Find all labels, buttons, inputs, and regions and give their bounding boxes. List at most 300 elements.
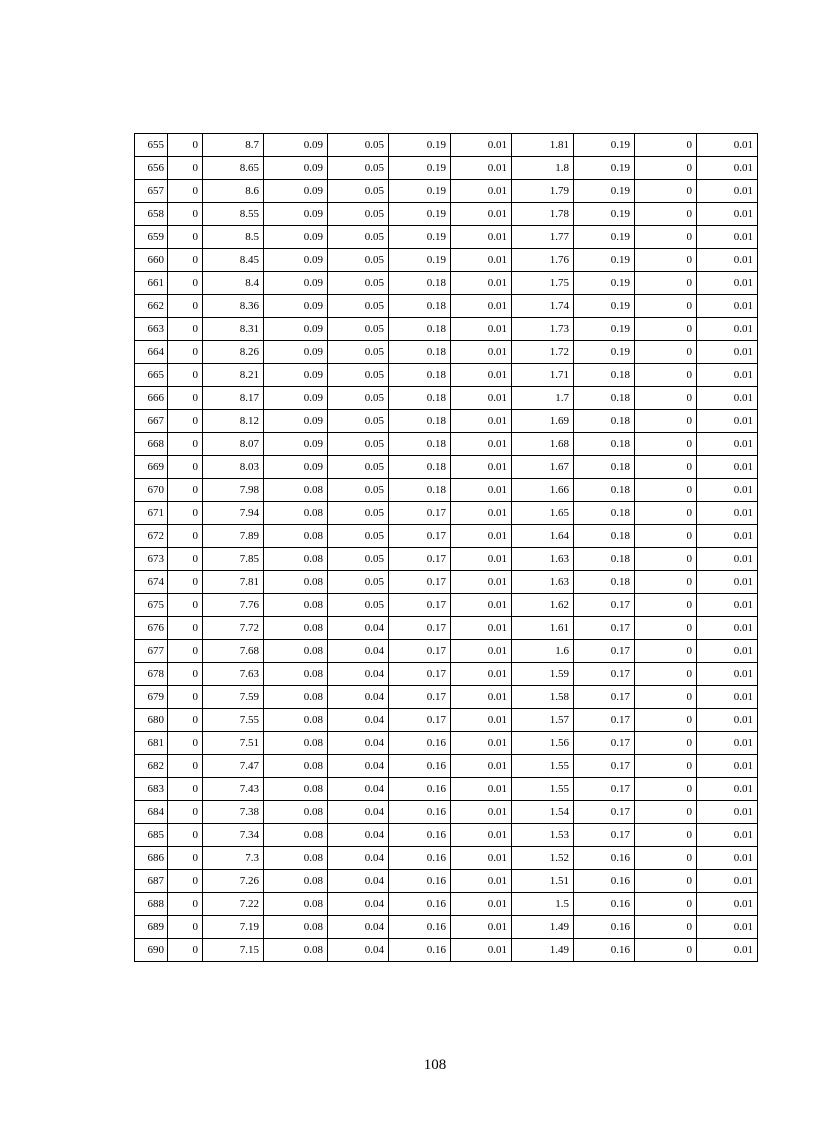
table-cell: 0 [635,893,697,916]
table-cell: 0 [635,341,697,364]
table-row [135,640,758,663]
data-table [134,133,758,962]
table-cell: 0.17 [574,640,635,663]
table-cell: 0.01 [697,479,758,502]
table-cell: 0 [168,479,203,502]
table-cell: 7.89 [203,525,264,548]
table-cell: 0.17 [574,824,635,847]
table-cell: 0.05 [328,387,389,410]
table-cell: 0.16 [389,916,451,939]
table-cell: 0 [635,870,697,893]
table-body [135,134,758,962]
table-cell: 0.01 [451,801,512,824]
table-cell: 1.78 [512,203,574,226]
table-cell: 0 [635,502,697,525]
table-cell: 0.19 [574,341,635,364]
table-row [135,433,758,456]
table-cell: 0.01 [451,456,512,479]
table-row [135,157,758,180]
table-cell: 0.01 [451,732,512,755]
table-cell: 0.16 [389,870,451,893]
table-cell: 1.65 [512,502,574,525]
table-cell: 0.17 [574,617,635,640]
table-cell: 1.51 [512,870,574,893]
table-cell: 0.09 [264,203,328,226]
row-index-cell: 670 [135,479,168,502]
table-cell: 0.08 [264,548,328,571]
row-index-cell: 680 [135,709,168,732]
table-row [135,778,758,801]
table-cell: 0.01 [451,364,512,387]
table-cell: 0.16 [574,916,635,939]
table-cell: 0 [168,824,203,847]
table-cell: 0.01 [697,594,758,617]
table-cell: 0.16 [389,824,451,847]
table-cell: 0.01 [451,939,512,962]
table-cell: 0.01 [697,433,758,456]
table-cell: 0.19 [574,157,635,180]
row-index-cell: 655 [135,134,168,157]
table-cell: 0.01 [697,847,758,870]
table-cell: 0.17 [574,778,635,801]
table-cell: 0.17 [389,571,451,594]
row-index-cell: 683 [135,778,168,801]
table-cell: 0 [168,617,203,640]
table-cell: 8.5 [203,226,264,249]
row-index-cell: 663 [135,318,168,341]
table-row [135,548,758,571]
table-cell: 8.12 [203,410,264,433]
row-index-cell: 662 [135,295,168,318]
table-cell: 8.07 [203,433,264,456]
table-cell: 0.08 [264,916,328,939]
table-cell: 0.16 [389,893,451,916]
table-cell: 8.31 [203,318,264,341]
table-cell: 0.19 [389,180,451,203]
table-cell: 0.01 [451,272,512,295]
table-row [135,939,758,962]
table-cell: 8.45 [203,249,264,272]
table-cell: 7.38 [203,801,264,824]
table-cell: 0.01 [451,640,512,663]
table-cell: 0.01 [451,410,512,433]
table-cell: 7.68 [203,640,264,663]
table-cell: 0 [168,249,203,272]
table-cell: 0 [635,157,697,180]
table-cell: 0.16 [389,755,451,778]
table-cell: 0 [635,410,697,433]
table-cell: 0.19 [574,249,635,272]
table-cell: 0.18 [389,295,451,318]
table-cell: 0.04 [328,939,389,962]
table-row [135,525,758,548]
table-cell: 0.01 [451,571,512,594]
row-index-cell: 676 [135,617,168,640]
table-cell: 0.01 [697,893,758,916]
table-cell: 0 [168,663,203,686]
table-row [135,249,758,272]
table-cell: 0.09 [264,295,328,318]
table-cell: 0.05 [328,410,389,433]
table-cell: 0.19 [389,203,451,226]
table-row [135,272,758,295]
table-cell: 7.59 [203,686,264,709]
table-cell: 0.01 [451,663,512,686]
table-cell: 1.49 [512,916,574,939]
table-cell: 0 [635,640,697,663]
table-cell: 0.19 [389,157,451,180]
page-number: 108 [423,1057,447,1073]
table-cell: 0 [168,916,203,939]
table-cell: 0 [635,272,697,295]
table-cell: 1.69 [512,410,574,433]
table-cell: 0.04 [328,916,389,939]
table-cell: 0.17 [389,640,451,663]
table-cell: 0.08 [264,870,328,893]
table-row [135,686,758,709]
table-cell: 0.01 [451,870,512,893]
table-cell: 0.01 [697,801,758,824]
table-cell: 0.01 [697,410,758,433]
table-cell: 0.17 [389,594,451,617]
table-cell: 0.16 [574,893,635,916]
table-cell: 0.04 [328,640,389,663]
table-cell: 0.16 [574,870,635,893]
table-cell: 1.67 [512,456,574,479]
table-cell: 0.08 [264,479,328,502]
table-cell: 0.08 [264,617,328,640]
table-cell: 0.01 [697,548,758,571]
table-cell: 8.7 [203,134,264,157]
table-cell: 0.01 [451,594,512,617]
table-cell: 7.26 [203,870,264,893]
table-cell: 0 [635,617,697,640]
table-cell: 0.04 [328,893,389,916]
table-cell: 0 [168,525,203,548]
table-cell: 0 [168,134,203,157]
table-row [135,893,758,916]
table-cell: 7.51 [203,732,264,755]
table-cell: 0 [168,433,203,456]
table-cell: 0.08 [264,939,328,962]
table-cell: 0.09 [264,249,328,272]
table-cell: 0.08 [264,709,328,732]
table-cell: 0.08 [264,893,328,916]
row-index-cell: 660 [135,249,168,272]
table-cell: 0.18 [574,502,635,525]
table-cell: 0.05 [328,272,389,295]
table-cell: 0.09 [264,341,328,364]
table-row [135,617,758,640]
table-cell: 1.81 [512,134,574,157]
table-cell: 0.04 [328,663,389,686]
table-cell: 0.01 [697,571,758,594]
table-cell: 0.18 [574,433,635,456]
table-cell: 0.01 [697,249,758,272]
table-row [135,502,758,525]
table-cell: 8.26 [203,341,264,364]
table-cell: 0.01 [451,847,512,870]
row-index-cell: 684 [135,801,168,824]
table-cell: 0 [635,226,697,249]
table-cell: 0.08 [264,640,328,663]
table-row [135,203,758,226]
table-row [135,571,758,594]
table-cell: 8.55 [203,203,264,226]
table-cell: 1.52 [512,847,574,870]
table-cell: 1.49 [512,939,574,962]
table-cell: 0.01 [451,341,512,364]
table-cell: 0.18 [389,272,451,295]
table-cell: 8.03 [203,456,264,479]
row-index-cell: 673 [135,548,168,571]
table-cell: 0.08 [264,732,328,755]
table-cell: 0.19 [574,226,635,249]
table-cell: 7.81 [203,571,264,594]
table-row [135,180,758,203]
table-cell: 7.55 [203,709,264,732]
table-cell: 1.55 [512,755,574,778]
table-cell: 1.68 [512,433,574,456]
table-cell: 0.05 [328,525,389,548]
table-cell: 0.01 [697,617,758,640]
table-cell: 0.01 [451,502,512,525]
table-cell: 0.18 [574,571,635,594]
table-cell: 0 [168,640,203,663]
table-cell: 0.01 [697,134,758,157]
table-cell: 0.19 [389,226,451,249]
table-cell: 0.08 [264,502,328,525]
table-cell: 0.01 [697,226,758,249]
table-cell: 0 [168,203,203,226]
table-cell: 0 [168,893,203,916]
table-cell: 0.01 [697,686,758,709]
table-cell: 0.18 [574,364,635,387]
table-row [135,594,758,617]
table-cell: 0.16 [574,847,635,870]
table-cell: 0.01 [451,709,512,732]
table-cell: 0.01 [451,686,512,709]
table-cell: 0.16 [389,939,451,962]
table-cell: 0.09 [264,364,328,387]
row-index-cell: 661 [135,272,168,295]
table-cell: 0 [635,801,697,824]
table-row [135,732,758,755]
table-row [135,226,758,249]
table-cell: 0.05 [328,571,389,594]
table-cell: 0.01 [697,295,758,318]
table-cell: 0.01 [451,203,512,226]
table-cell: 0 [168,778,203,801]
table-cell: 0.18 [389,433,451,456]
table-cell: 0.01 [451,916,512,939]
table-cell: 0 [635,594,697,617]
table-cell: 0 [168,318,203,341]
table-cell: 1.74 [512,295,574,318]
table-cell: 0.04 [328,847,389,870]
table-cell: 0.01 [697,387,758,410]
table-cell: 0.17 [389,525,451,548]
table-cell: 8.21 [203,364,264,387]
table-cell: 0 [168,548,203,571]
table-cell: 0 [168,870,203,893]
table-cell: 0.19 [574,180,635,203]
table-cell: 0 [168,755,203,778]
table-cell: 0.18 [389,456,451,479]
table-cell: 0.01 [697,824,758,847]
table-cell: 1.55 [512,778,574,801]
table-cell: 0.01 [451,479,512,502]
table-cell: 0 [168,571,203,594]
table-cell: 0.16 [389,801,451,824]
table-cell: 1.54 [512,801,574,824]
table-cell: 0.18 [389,410,451,433]
table-cell: 0.08 [264,778,328,801]
row-index-cell: 664 [135,341,168,364]
table-cell: 0.01 [697,939,758,962]
table-cell: 0 [635,318,697,341]
table-cell: 0 [635,709,697,732]
table-cell: 1.58 [512,686,574,709]
table-cell: 0.01 [697,916,758,939]
table-cell: 0 [168,180,203,203]
table-cell: 0.05 [328,479,389,502]
table-cell: 0 [168,456,203,479]
row-index-cell: 677 [135,640,168,663]
table-row [135,456,758,479]
table-cell: 0 [635,571,697,594]
table-cell: 1.5 [512,893,574,916]
table-cell: 0 [168,732,203,755]
table-cell: 0.01 [451,893,512,916]
table-cell: 0.01 [451,157,512,180]
row-index-cell: 669 [135,456,168,479]
table-cell: 0 [635,755,697,778]
table-cell: 0.01 [697,640,758,663]
table-cell: 1.66 [512,479,574,502]
table-cell: 7.3 [203,847,264,870]
table-cell: 0.08 [264,755,328,778]
table-row [135,916,758,939]
table-cell: 0.16 [389,732,451,755]
table-cell: 0.01 [451,387,512,410]
table-cell: 0 [635,847,697,870]
table-cell: 7.34 [203,824,264,847]
table-cell: 0.04 [328,755,389,778]
table-cell: 0.08 [264,824,328,847]
table-cell: 0 [635,824,697,847]
table-cell: 0.19 [574,203,635,226]
table-cell: 7.43 [203,778,264,801]
table-cell: 1.77 [512,226,574,249]
table-cell: 7.19 [203,916,264,939]
table-cell: 0.01 [697,318,758,341]
table-cell: 7.98 [203,479,264,502]
table-cell: 0.17 [389,502,451,525]
table-cell: 0 [168,410,203,433]
row-index-cell: 658 [135,203,168,226]
table-cell: 0.05 [328,249,389,272]
table-cell: 8.17 [203,387,264,410]
table-cell: 0.01 [697,341,758,364]
table-cell: 0 [635,387,697,410]
table-cell: 0.08 [264,801,328,824]
table-cell: 0.18 [574,410,635,433]
table-cell: 0 [635,203,697,226]
table-cell: 0.01 [451,617,512,640]
table-cell: 0 [635,433,697,456]
row-index-cell: 671 [135,502,168,525]
row-index-cell: 656 [135,157,168,180]
table-cell: 1.8 [512,157,574,180]
table-cell: 0.01 [451,548,512,571]
table-cell: 1.76 [512,249,574,272]
table-cell: 7.15 [203,939,264,962]
row-index-cell: 668 [135,433,168,456]
table-cell: 0.17 [574,801,635,824]
row-index-cell: 657 [135,180,168,203]
table-cell: 0.09 [264,387,328,410]
row-index-cell: 685 [135,824,168,847]
table-cell: 0.19 [574,295,635,318]
table-cell: 0.05 [328,157,389,180]
table-cell: 0.17 [389,663,451,686]
table-cell: 0 [168,686,203,709]
row-index-cell: 686 [135,847,168,870]
table-cell: 0.05 [328,456,389,479]
table-cell: 0.04 [328,732,389,755]
table-cell: 0 [635,548,697,571]
table-cell: 0.08 [264,663,328,686]
table-cell: 0.04 [328,778,389,801]
table-cell: 0.17 [574,709,635,732]
table-cell: 1.71 [512,364,574,387]
table-cell: 0.09 [264,180,328,203]
table-row [135,410,758,433]
table-cell: 0.01 [451,295,512,318]
table-cell: 1.57 [512,709,574,732]
table-cell: 0.08 [264,525,328,548]
table-row [135,318,758,341]
table-cell: 0.17 [574,755,635,778]
row-index-cell: 689 [135,916,168,939]
table-cell: 0.01 [451,134,512,157]
table-cell: 0.09 [264,226,328,249]
table-cell: 0 [635,778,697,801]
table-cell: 0.01 [451,180,512,203]
table-cell: 0.19 [574,318,635,341]
table-cell: 7.85 [203,548,264,571]
table-row [135,387,758,410]
table-cell: 0.01 [451,226,512,249]
table-cell: 0.01 [697,502,758,525]
table-cell: 0.09 [264,134,328,157]
table-cell: 7.76 [203,594,264,617]
table-cell: 8.4 [203,272,264,295]
table-cell: 0.05 [328,594,389,617]
table-cell: 0 [168,226,203,249]
table-cell: 8.36 [203,295,264,318]
table-cell: 0 [635,456,697,479]
table-cell: 0 [635,134,697,157]
table-row [135,364,758,387]
table-cell: 0.18 [389,341,451,364]
table-cell: 0 [635,916,697,939]
table-cell: 0 [635,364,697,387]
table-cell: 0.09 [264,456,328,479]
table-cell: 0.18 [574,479,635,502]
table-row [135,479,758,502]
